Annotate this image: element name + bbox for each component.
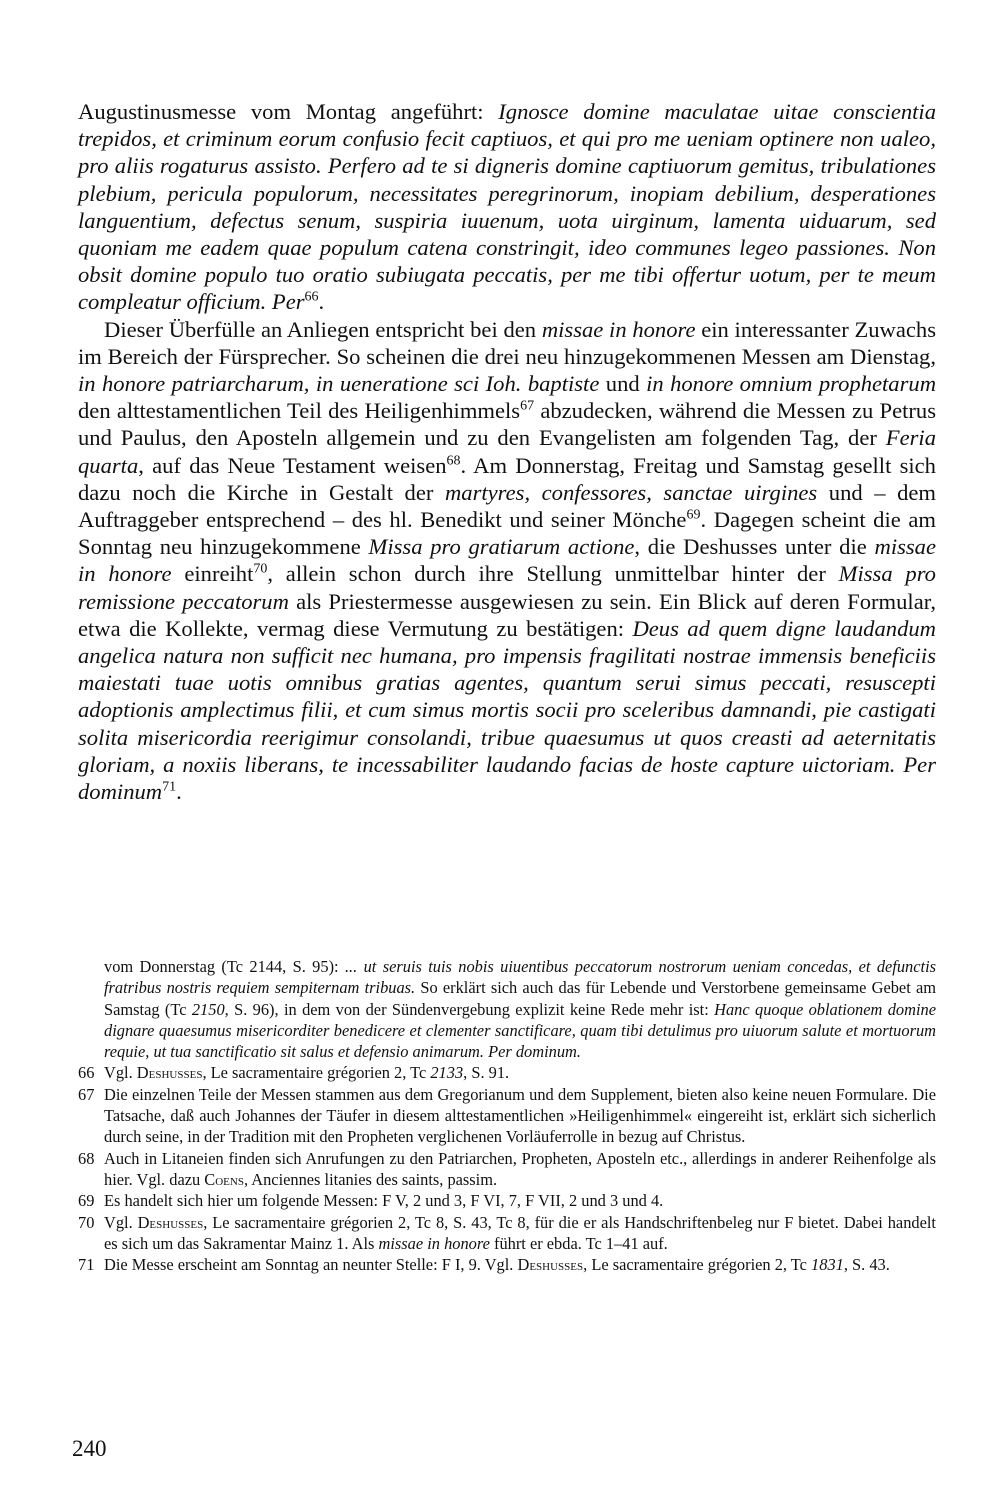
footnote-71: [78, 1254, 936, 1275]
footnote-ref-68[interactable]: 68: [446, 452, 461, 468]
footnote-70: [78, 1212, 936, 1255]
footnote-67: [78, 1084, 936, 1148]
footnote-69: [78, 1190, 936, 1211]
page-number: 240: [72, 1436, 107, 1461]
footnote-ref-66[interactable]: 66: [304, 289, 319, 305]
footnote-ref-71[interactable]: 71: [162, 779, 177, 795]
footnote-text: Die einzelnen Teile der Messen stammen aus dem Gregorianum und dem Supplement, bieten also keine neuen Formulare. Die Tatsache, daß auch Johannes der Täufer in diesem alttestamentlichen »Heiligenhimmel« eingereiht ist, erklärt sich sicherlich durch seine, in der Tradition mit den Propheten verglichenen Vorläuferrolle in bezug auf Christus.: [104, 1084, 936, 1147]
paragraph-2: Dieser Überfülle an Anliegen entspricht bei den missae in honore ein interessanter Zuwachs im Bereich der Fürsprecher. So scheinen die drei neu hinzugekommenen Messen am Dienstag, in honore patriarcharum, in ueneratione sci Ioh. baptiste und in honore omnium prophetarum den alttestamentlichen Teil des Heiligenhimmels$^{67}$ abzudecken, während die Messen zu Petrus und Paulus, den Aposteln allgemein und zu den Evangelisten am folgenden Tag, der Feria quarta, auf das Neue Testament weisen$^{68}$. Am Donnerstag, Freitag und Samstag gesellt sich dazu noch die Kirche in Gestalt der martyres, confessores, sanctae uirgines und – dem Auftraggeber entsprechend – des hl. Benedikt und seiner Mönche$^{69}$. Dagegen scheint die am Sonntag neu hinzugekommene Missa pro gratiarum actione, die Deshusses unter die missae in honore einreiht$^{70}$, allein schon durch ihre Stellung unmittelbar hinter der Missa pro remissione peccatorum als Priestermesse ausgewiesen zu sein. Ein Blick auf deren Formular, etwa die Kollekte, vermag diese Vermutung zu bestätigen: Deus ad quem digne laudandum angelica natura non sufficit nec humana, pro impensis fragilitati nostrae immensis beneficiis maiestati tuae uotis omnibus gratias agentes, quantum serui simus peccati, resuscepti adoptionis amplectimus filii, et cum simus mortis socii pro sceleribus damnandi, pie castigati solita misericordia reerigimur consolandi, tribue quaesumus ut quos creasti ad aeternitatis gloriam, a noxiis liberans, te incessabiliter laudando facias de hoste capture uictoriam. Per dominum$^{71}$.: [78, 316, 937, 805]
footnote-number: 68: [78, 1148, 95, 1168]
footnote-ref-67[interactable]: 67: [520, 398, 535, 414]
footnote-number: 71: [78, 1255, 95, 1275]
footnote-ref-70[interactable]: 70: [253, 561, 268, 577]
footnote-continuation: vom Donnerstag (Tc 2144, S. 95): ... ut seruis tuis nobis uiuentibus peccatorum nostrorum ueniam concedas, et defunctis fratribus nostris requiem sempiternam tribuas. So erklärt sich auch das für Lebende und Verstorbene gemeinsame Gebet am Samstag (Tc 2150, S. 96), in dem von der Sündenvergebung explizit keine Rede mehr ist: Hanc quoque oblationem domine dignare quaesumus misericorditer benedicere et clementer sanctificare, quam tibi detulimus pro uiuorum salute et mortuorum requie, ut tua sanctificatio sit salus et defensio animarum. Per dominum.: [104, 957, 936, 1062]
footnote-text: Auch in Litaneien finden sich Anrufungen zu den Patriarchen, Propheten, Aposteln etc., allerdings in anderer Reihenfolge als hier. Vgl. dazu Coens, Anciennes litanies des saints, passim.: [104, 1148, 936, 1189]
footnote-number: 69: [78, 1191, 95, 1211]
footnote-number: 67: [78, 1084, 95, 1104]
footnotes: [78, 956, 936, 1275]
footnote-68: [78, 1148, 936, 1191]
footnote-66: [78, 1062, 936, 1083]
footnote-text: Vgl. Deshusses, Le sacramentaire grégorien 2, Tc 2133, S. 91.: [104, 1063, 510, 1083]
main-text: [78, 98, 936, 805]
footnote-text: Die Messe erscheint am Sonntag an neunter Stelle: F I, 9. Vgl. Deshusses, Le sacramentaire grégorien 2, Tc 1831, S. 43.: [104, 1255, 890, 1275]
footnote-text: Vgl. Deshusses, Le sacramentaire grégorien 2, Tc 8, S. 43, Tc 8, für die er als Handschriftenbeleg nur F bietet. Dabei handelt es sich um das Sakramentar Mainz 1. Als missae in honore führt er ebda. Tc 1–41 auf.: [104, 1212, 936, 1253]
footnote-number: 66: [78, 1063, 95, 1083]
paragraph-1: Augustinusmesse vom Montag angeführt: Ignosce domine maculatae uitae conscientia trepidos, et criminum eorum confusio fecit captiuos, et qui pro me ueniam optinere non ualeo, pro aliis rogaturus assisto. Perfero ad te si digneris domine captiuorum gemitus, tribulationes plebium, pericula populorum, necessitates peregrinorum, inopiam debilium, desperationes languentium, defectus senum, suspiria iuuenum, uota uirginum, lamenta uiduarum, sed quoniam me eadem quae populum catena constringit, ideo communes legeo passiones. Non obsit domine populo tuo oratio subiugata peccatis, per me tibi offertur uotum, per te meum compleatur officium. Per$^{66}$.: [78, 99, 936, 315]
footnote-ref-69[interactable]: 69: [686, 507, 701, 523]
footnote-text: Es handelt sich hier um folgende Messen: F V, 2 und 3, F VI, 7, F VII, 2 und 3 und 4.: [104, 1191, 664, 1211]
footnote-number: 70: [78, 1212, 95, 1232]
